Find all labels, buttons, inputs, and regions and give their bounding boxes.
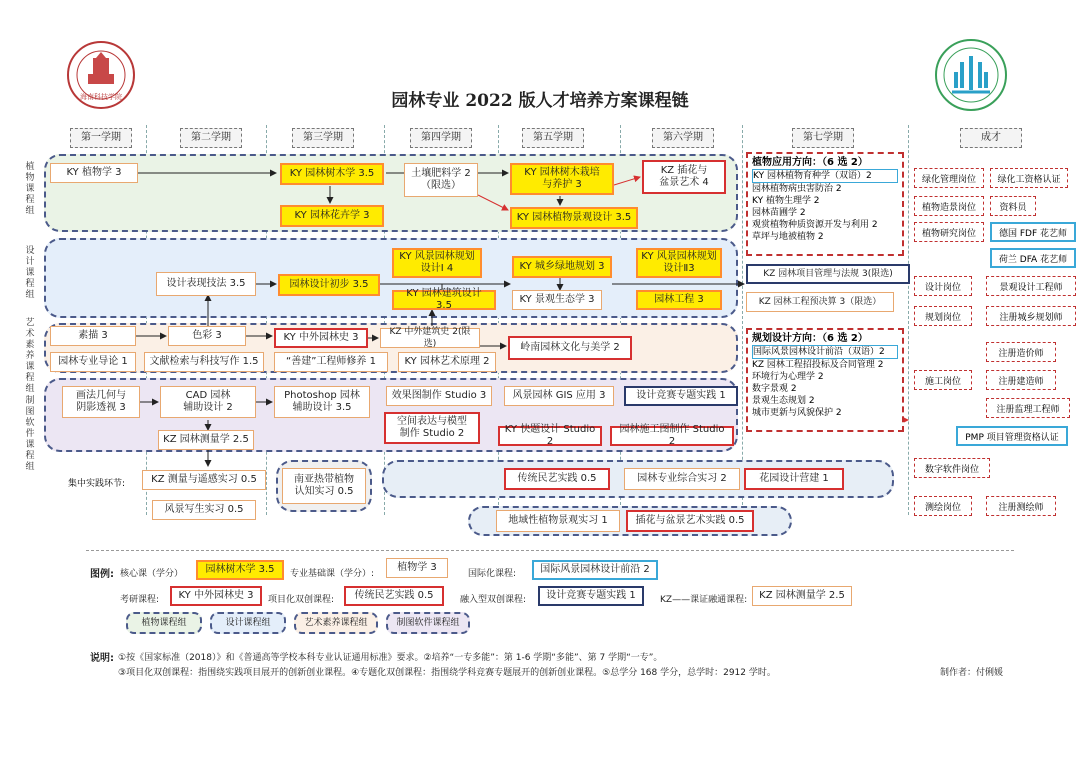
course-label: 设计竞赛专题实践 1 — [636, 390, 726, 401]
course-label: 花园设计营建 1 — [759, 473, 829, 484]
legend-base-label: 专业基础课（学分）: — [290, 569, 375, 579]
course-label: 素描 3 — [78, 330, 108, 341]
semester-5: 第五学期 — [522, 128, 584, 148]
legend-fuse-example: 设计竞赛专题实践 1 — [538, 586, 644, 606]
course-quick-design — [498, 426, 602, 446]
course-label: KY 城乡绿地规划 3 — [519, 261, 605, 272]
job-construction: 施工岗位 — [914, 370, 972, 390]
legend-core-example: 园林树木学 3.5 — [196, 560, 284, 580]
job-planning: 规划岗位 — [914, 306, 972, 326]
course-label: 园林设计初步 3.5 — [289, 279, 369, 290]
course-label: KY 园林建筑设计 3.5 — [406, 288, 482, 311]
page-title: 园林专业 2022 版人才培养方案课程链 — [391, 91, 689, 111]
course-gis — [504, 386, 614, 406]
course-label: 风景写生实习 0.5 — [164, 504, 244, 515]
course-label: 园林专业导论 1 — [58, 356, 128, 367]
course-landscape-engineering — [636, 290, 722, 310]
course-construction-drawing — [610, 426, 734, 446]
direction-item: KY 植物生理学 2 — [752, 196, 820, 206]
course-label: 土壤肥料学 2 （限选） — [411, 168, 471, 191]
legend-intl-label: 国际化课程: — [468, 569, 517, 579]
direction-item: 园林植物病虫害防治 2 — [752, 184, 842, 194]
course-tree-cultivation — [510, 163, 614, 195]
direction-item: KZ 园林工程招投标及合同管理 2 — [752, 360, 884, 370]
legend-group-plant: 植物课程组 — [126, 612, 202, 634]
course-label: CAD 园林 辅助设计 2 — [183, 390, 233, 413]
course-label: “善建”工程师修养 1 — [286, 356, 376, 367]
semester-2: 第二学期 — [180, 128, 242, 148]
legend-proj-example: 传统民艺实践 0.5 — [344, 586, 444, 606]
course-label: KY 中外园林史 3 — [283, 332, 359, 343]
course-color — [168, 326, 246, 346]
direction-item: 环境行为心理学 2 — [752, 372, 824, 382]
course-label: KZ 插花与 盆景艺术 4 — [659, 165, 709, 188]
notes-label: 说明: — [90, 653, 114, 664]
course-rendering-studio — [386, 386, 492, 406]
course-label: 地域性植物景观实习 1 — [508, 515, 608, 526]
cert-dfa-florist: 荷兰 DFA 花艺师 — [990, 248, 1076, 268]
row-label-art: 艺术素养课程组 — [25, 318, 35, 394]
course-cad — [160, 386, 256, 418]
practice-flower-arrangement — [626, 510, 754, 532]
direction-item: 草坪与地被植物 2 — [752, 232, 824, 242]
legend-core-label: 核心课（学分） — [120, 569, 184, 579]
semester-6: 第六学期 — [652, 128, 714, 148]
semester-3: 第三学期 — [292, 128, 354, 148]
legend-label: 图例: — [90, 569, 114, 580]
direction-item: 数字景观 2 — [752, 384, 797, 394]
row-label-draw: 制图软件课程组 — [25, 396, 35, 472]
semester-4: 第四学期 — [410, 128, 472, 148]
practice-surveying-remote — [142, 470, 266, 490]
direction-item: KY 园林植物育种学（双语）2 — [752, 169, 898, 183]
course-design-competition — [624, 386, 738, 406]
practice-sketching — [152, 500, 256, 520]
direction-heading: 规划设计方向：（6 选 2） — [752, 333, 868, 344]
cert-fdf-florist: 德国 FDF 花艺师 — [990, 222, 1076, 242]
course-label: KY 园林艺术原理 2 — [404, 356, 490, 367]
legend-group-draw: 制图软件课程组 — [386, 612, 470, 634]
legend-separator — [86, 550, 1014, 551]
course-label: 插花与盆景艺术实践 0.5 — [635, 515, 745, 526]
notes-line-1: ①按《国家标准（2018）》和《普通高等学校本科专业认证通用标准》要求。②培养“一专多能”：第 1-6 学期“多能”、第 7 学期“一专”。 — [118, 653, 663, 663]
course-flower-arrangement — [642, 160, 726, 194]
notes-line-2: ③项目化双创课程：指围绕实践项目展开的创新创业课程。④专题化双创课程：指围绕学科竞赛专题展开的创新创业课程。⑤总学分 168 学分，总学时：2912 学时。 — [118, 668, 776, 678]
course-landscape-ecology — [512, 290, 602, 310]
course-photoshop — [274, 386, 370, 418]
university-name-script: 海南科技学院 — [80, 93, 122, 101]
course-model-studio — [384, 412, 480, 444]
direction-heading: 植物应用方向：（6 选 2） — [752, 157, 868, 168]
course-architecture-history — [380, 328, 480, 348]
cert-cost-engineer: 注册造价师 — [986, 342, 1056, 362]
course-garden-architecture — [392, 290, 496, 310]
legend-proj-label: 项目化双创课程: — [268, 595, 335, 605]
course-botany — [50, 163, 138, 183]
direction-item: 城市更新与风貌保护 2 — [752, 408, 842, 418]
course-engineering-budget — [746, 292, 894, 312]
course-label: KZ 中外建筑史 2(限选) — [389, 327, 471, 349]
course-landscape-planning-1 — [392, 248, 482, 278]
course-label: 南亚热带植物 认知实习 0.5 — [294, 474, 354, 497]
course-literature-writing — [144, 352, 264, 372]
course-label: Photoshop 园林 辅助设计 3.5 — [284, 390, 360, 413]
semester-7: 第七学期 — [792, 128, 854, 148]
course-label: 风景园林 GIS 应用 3 — [512, 390, 606, 401]
course-label: KZ 园林项目管理与法规 3(限选) — [763, 269, 893, 279]
course-label: 园林工程 3 — [654, 294, 704, 305]
direction-item: 景观生态规划 2 — [752, 396, 815, 406]
row-label-plant: 植物课程组 — [25, 162, 35, 216]
job-greening-management: 绿化管理岗位 — [914, 168, 984, 188]
practice-garden-building — [744, 468, 844, 490]
cert-constructor: 注册建造师 — [986, 370, 1056, 390]
course-label: KY 植物学 3 — [66, 167, 122, 178]
direction-item: 园林苗圃学 2 — [752, 208, 806, 218]
cert-pmp: PMP 项目管理资格认证 — [956, 426, 1068, 446]
course-label: KY 园林花卉学 3 — [294, 210, 370, 221]
job-surveying: 测绘岗位 — [914, 496, 972, 516]
legend-group-art: 艺术素养课程组 — [294, 612, 378, 634]
course-landscape-planning-2 — [636, 248, 722, 278]
row-label-practice: 集中实践环节: — [68, 479, 126, 489]
cert-supervision-engineer: 注册监理工程师 — [986, 398, 1070, 418]
cert-surveyor: 注册测绘师 — [986, 496, 1056, 516]
direction-plant-application — [746, 152, 904, 256]
course-design-expression — [156, 272, 256, 296]
course-label: KY 风景园林规划 设计Ⅱ3 — [641, 251, 717, 274]
cert-greening-worker: 绿化工资格认证 — [990, 168, 1068, 188]
job-design: 设计岗位 — [914, 276, 972, 296]
course-label: KZ 园林工程预决算 3（限选） — [758, 297, 882, 307]
notes-author: 制作者：付俐媛 — [940, 668, 1004, 678]
course-landscape-dendrology — [280, 163, 384, 185]
legend-fuse-label: 融入型双创课程: — [460, 595, 527, 605]
course-urban-green-planning — [512, 256, 612, 278]
practice-plant-recognition — [282, 468, 366, 504]
job-digital-software: 数字软件岗位 — [914, 458, 990, 478]
legend-group-design: 设计课程组 — [210, 612, 286, 634]
direction-item: 国际风景园林设计前沿（双语）2 — [752, 345, 898, 359]
course-label: KY 园林树木栽培 与养护 3 — [524, 167, 600, 190]
legend-kz-label: KZ——课证融通课程: — [660, 595, 748, 605]
course-surveying — [158, 430, 254, 450]
course-label: KY 园林树木学 3.5 — [289, 168, 375, 179]
course-label: 园林专业综合实习 2 — [637, 473, 727, 484]
job-plant-research: 植物研究岗位 — [914, 222, 984, 242]
course-lingnan-garden-culture — [508, 336, 632, 360]
course-label: 文献检索与科技写作 1.5 — [149, 356, 259, 367]
practice-folk-art — [504, 468, 610, 490]
legend-ky-example: KY 中外园林史 3 — [170, 586, 262, 606]
course-label: KY 快题设计 Studio 2 — [504, 424, 596, 447]
course-engineer-cultivation — [274, 352, 388, 372]
legend-base-example: 植物学 3 — [386, 558, 448, 578]
course-garden-flowers — [280, 205, 384, 227]
course-label: 效果图制作 Studio 3 — [391, 390, 487, 401]
legend-intl-example: 国际风景园林设计前沿 2 — [532, 560, 658, 580]
course-soil-fertilizer — [404, 163, 478, 197]
course-design-fundamentals — [278, 274, 380, 296]
course-label: KY 园林植物景观设计 3.5 — [516, 212, 632, 223]
direction-item: 观赏植物种质资源开发与利用 2 — [752, 220, 878, 230]
legend-ky-label: 考研课程: — [120, 595, 160, 605]
legend-kz-example: KZ 园林测量学 2.5 — [752, 586, 852, 606]
course-label: 岭南园林文化与美学 2 — [520, 342, 620, 353]
course-label: KZ 园林测量学 2.5 — [163, 434, 249, 445]
course-label: 空间表达与模型 制作 Studio 2 — [397, 416, 467, 439]
cert-urban-planner: 注册城乡规划师 — [986, 306, 1076, 326]
course-label: 园林施工图制作 Studio 2 — [619, 424, 725, 447]
course-garden-history — [274, 328, 368, 348]
course-introduction — [50, 352, 136, 372]
course-label: KY 风景园林规划 设计Ⅰ 4 — [399, 251, 475, 274]
practice-regional-plants — [496, 510, 620, 532]
course-sketch — [50, 326, 136, 346]
course-garden-art-principles — [398, 352, 496, 372]
practice-comprehensive — [624, 468, 740, 490]
course-plant-landscape-design — [510, 207, 638, 229]
row-label-design: 设计课程组 — [25, 246, 35, 300]
course-label: 色彩 3 — [192, 330, 222, 341]
semester-1: 第一学期 — [70, 128, 132, 148]
course-label: 画法几何与 阴影透视 3 — [76, 390, 126, 413]
cert-documentation-officer: 资料员 — [990, 196, 1036, 216]
course-label: 传统民艺实践 0.5 — [517, 473, 597, 484]
course-project-management — [746, 264, 910, 284]
job-plant-landscaping: 植物造景岗位 — [914, 196, 984, 216]
course-descriptive-geometry — [62, 386, 140, 418]
cert-landscape-engineer: 景观设计工程师 — [986, 276, 1076, 296]
course-label: KZ 测量与遥感实习 0.5 — [151, 474, 257, 485]
direction-planning-design — [746, 328, 904, 432]
course-label: 设计表现技法 3.5 — [166, 278, 246, 289]
semester-career: 成才 — [960, 128, 1022, 148]
course-label: KY 景观生态学 3 — [519, 294, 595, 305]
